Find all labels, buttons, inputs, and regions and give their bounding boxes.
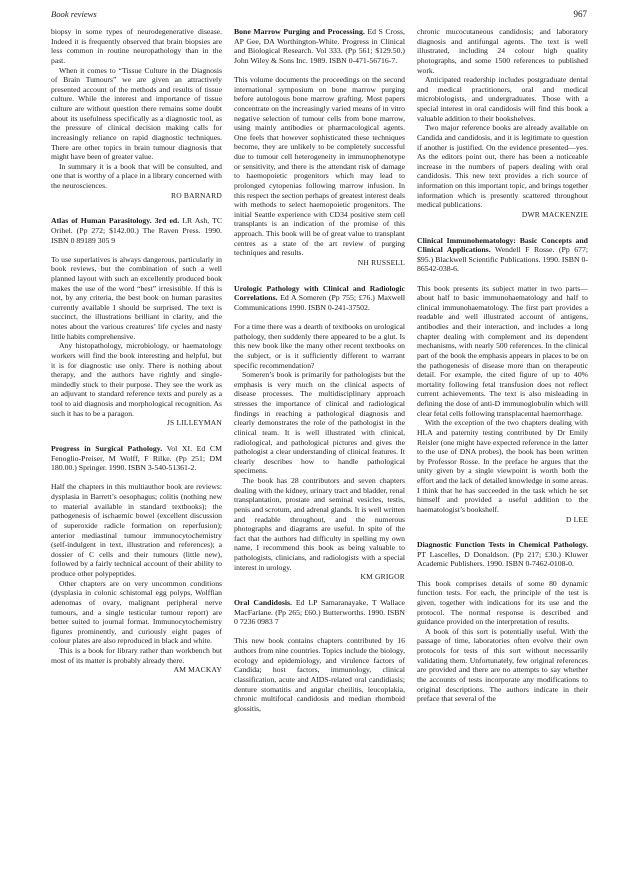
paragraph: Any histopathology, microbiology, or haematology workers will find the book interesting and helpful, but it is for diagnostic use only. There is nothing about therapy, and the authors have rightly and single-mindedly stuck to their purpose. They see the work as an adjuvant to standard reference texts and purely as a tool to aid diagnosis and morphological recognition. As such it has to be a paragon.: [51, 341, 222, 418]
reviewer-signature: AM MACKAY: [173, 665, 222, 675]
column-middle: [234, 27, 405, 713]
paragraph: chronic mucocutaneous candidosis; and laboratory diagnosis and antifungal agents. The text is well illustrated, including 24 colour high quality photographs, and some 1500 references to published work.: [417, 27, 588, 75]
reviewer-signature: KM GRIGOR: [360, 572, 405, 582]
book-title: Bone Marrow Purging and Processing.: [234, 27, 365, 36]
book-title: Atlas of Human Parasitology. 3rd ed.: [51, 216, 180, 226]
book-details: PT Lascelles, D Donaldson. (Pp 217; £30.) Kluwer Academic Publishers. 1990. ISBN 0-7462-0108-0.: [417, 549, 588, 569]
review-heading: [417, 540, 588, 569]
paragraph: Two major reference books are already available on Candida and candidosis, and it is legitimate to question if another is justified. On the evidence presented—yes. As the editors point out, there has been a noticeable increase in the numbers of papers dealing with oral candidosis. This new text provides a rich source of information on this important topic, and brings together information which is presently scattered throughout medical publications.: [417, 123, 588, 210]
paragraph: This is a book for library rather than workbench but most of its matter is probably already there.: [51, 646, 222, 665]
paragraph: With the exception of the two chapters dealing with HLA and paternity testing contributed by Dr Emily Reisler (one might have expected reference in the latter to the use of DNA probes), the book has been written by Professor Rosse. In the preface he argues that the unity given by a single viewpoint is worth both the effort and the lack of detailed knowledge in some areas. I think that he has succeeded in the task which he set himself and provided a useful addition to the haematologist’s bookshelf.: [417, 418, 588, 514]
book-details: Wendell F Rosse. (Pp 677; $95.) Blackwell Scientific Publications. 1990. ISBN 0-86542-038-6.: [417, 245, 588, 274]
reviewer-signature: RO BARNARD: [171, 190, 222, 200]
book-title: Urologic Pathology with Clinical and Radiologic Correlations.: [234, 283, 405, 303]
paragraph: biopsy in some types of neurodegenerative disease. Indeed it is frequently observed that brain biopsies are less common in routine neuropathology than in the past.: [51, 27, 222, 65]
reviewer-signature: JS LILLEYMAN: [166, 418, 222, 428]
paragraph: To use superlatives is always dangerous, particularly in book reviews, but the combination of such a well planned layout with such an excellently produced book makes the use of the word “best” irresistible. If this is not, by any criteria, the best book on human parasites currently available I should be surprised. The text is succinct, the illustrations brilliant in clarity, and the notes about the various creatures’ life cycles and nasty little habits comprehensive.: [51, 254, 222, 341]
paragraph: This book presents its subject matter in two parts—about half to basic immunohaematology and half to clinical immunohaematology. The first part provides a readable and well illustrated account of antigens, antibodies and their interaction, and includes a long chapter dealing with complement and its dependent mechanisms, with nearly 500 references. In the clinical part of the book the emphasis appears in places to be on the pathogenesis of disease more than on therapeutic detail. For example, the cited figure of up to 40% mortality following fetal transfusion does not reflect current achievements. The text is also misleading in defining the dose of anti-D immunoglobulin which will clear fetal cells following transplacental haemorrhage.: [417, 283, 588, 418]
paragraph: For a time there was a dearth of textbooks on urological pathology, then suddenly there appeared to be a glut. Is this new book like the many other recent textbooks on the subject, or is it sufficiently different to warrant specific recommendation?: [234, 322, 406, 370]
reviewer-signature: D LEE: [565, 514, 588, 524]
book-details: Ed S Cross, AP Gee, DA Worthington-White. Progress in Clinical and Biological Research. Vol 333. (Pp 561; $129.50.) John Wiley & Sons Inc. 1989. ISBN 0-471-56716-7.: [234, 27, 405, 65]
review-heading: [234, 27, 405, 66]
book-title: Progress in Surgical Pathology.: [51, 443, 163, 453]
review-heading: [51, 216, 222, 245]
column-right: [417, 27, 588, 704]
reviewer-signature: NH RUSSELL: [357, 257, 405, 267]
paragraph: Other chapters are on very uncommon conditions (dysplasia in colonic schistomal egg polyps, Wolffian adenomas of ovary, malignant peripheral nerve tumours, and a single testicular tumour report) are better suited to journal format. Immunocytochemistry figures prominently, and curiously eight pages of colour plates are also reproduced in black and white.: [51, 578, 222, 646]
book-title: Oral Candidosis.: [234, 597, 292, 607]
book-title: Diagnostic Function Tests in Chemical Pathology.: [417, 540, 588, 550]
paragraph: The book has 28 contributors and seven chapters dealing with the kidney, urinary tract and bladder, renal transplantation, prostate and seminal vesicles, testis, penis and scrotum, and adrenal glands. It is well written and readable throughout, and the numerous photographs and diagrams are useful. In spite of the fact that the authors had difficulty in spelling my own name, I recommend this book as being valuable to pathologists, clinicians, and radiologists with a special interest in urology.: [234, 476, 405, 572]
paragraph: Half the chapters in this multiauthor book are reviews: dysplasia in Barrett’s oesophagus; colitis (nothing new to material available in standard textbooks); the pathogenesis of ischaemic bowel (excellent discussion of superoxide radicle formation on reperfusion); anterior mediastinal tumour immunocytochemistry (self-indulgent in text, illustration and references); a dossier of C cells and their tumours (little new), followed by a fairly technical account of their ability to produce other polypeptides.: [51, 482, 222, 579]
paragraph: Someren’s book is primarily for pathologists but the emphasis is very much on the clinical aspects of disease processes. The multidisciplinary approach stresses the importance of clinical and radiological findings in reaching a pathological diagnosis and clearly demonstrates the role of the pathologist in the clinical team. It is well illustrated with clinical, radiological, and pathological pictures and gives the pathologist a clear understanding of clinical features. It clearly describes how to handle pathological specimens.: [234, 370, 405, 476]
page-header: [51, 9, 587, 23]
paragraph: This book comprises details of some 80 dynamic function tests. For each, the principle of the test is given, together with indications for its use and the protocol. The normal response is described and guidance provided on the interpretation of results.: [417, 578, 588, 627]
review-heading: [234, 284, 405, 313]
book-details: Vol XI. Ed CM Fenoglio-Preiser, M Wolff, F Rilke. (Pp 251; DM 180.00.) Springer. 1990. ISBN 3-540-51361-2.: [51, 443, 222, 473]
book-title: Clinical Immunohematology: Basic Concepts and Clinical Applications.: [417, 235, 588, 255]
paragraph: This new book contains chapters contributed by 16 authors from nine countries. Topics include the biology, ecology and epidemiology, and virulence factors of Candida; host factors, immunology, clinical classification, acute and AIDS-related oral candidiasis; denture stomatitis and angular cheilitis, leucoplakia, chronic multifocal candidosis and median rhomboid glossitis,: [234, 636, 405, 713]
paragraph: Anticipated readership includes postgraduate dental and medical practitioners, oral and medical microbiologists, and undergraduates. Those with a special interest in oral candidosis will find this book a valuable addition to their bookshelves.: [417, 75, 588, 123]
book-details: Ed LP Samaranayake, T Wallace MacFarlane. (Pp 265; £60.) Butterworths. 1990. ISBN 0 7236 0983 7: [234, 597, 405, 627]
paragraph: When it comes to “Tissue Culture in the Diagnosis of Brain Tumours” we are given an attractively presented account of the methods and results of tissue culture. While the interest and importance of tissue culture are without question there remains some doubt about its usefulness specifically as a diagnostic tool, as the pressure of clinical decision making calls for increasingly reliance on rapid diagnostic techniques. There are other topics in brain tumour diagnosis that might have been of greater value.: [51, 65, 222, 162]
section-title: Book reviews: [51, 9, 97, 19]
review-heading: [417, 236, 588, 275]
book-details: Ed A Someren (Pp 755; £76.) Maxwell Communications 1990. ISBN 0-241-37502.: [234, 293, 405, 312]
review-heading: [51, 444, 222, 473]
page-number: 967: [573, 9, 587, 19]
paragraph: This volume documents the proceedings on the second international symposium on bone marrow purging before autologous bone marrow grafting. Most papers concentrate on the increasingly varied means of in vitro negative selection of tumour cells from bone marrow, using mainly antibodies or pharmacological agents. One feels that however sophisticated these techniques become, they are unlikely to be completely successful due to tumour cell heterogeneity in immunophenotype or sensitivity, and there is the attendant risk of damage to haemopoietic progenitors which may lead to prolonged cytopenias following marrow infusion. In this respect the section perhaps of greatest interest deals with methods to select haemopoietic progenitors. The initial Seattle experience with CD34 positive stem cell transplants is an indication of the promise of this approach. This book will be of great value to transplant centres as a state of the art review of purging techniques and results.: [234, 75, 406, 258]
reviewer-signature: DWR MACKENZIE: [521, 209, 588, 219]
review-heading: [234, 598, 405, 627]
paragraph: In summary it is a book that will be consulted, and one that is worthy of a place in a library concerned with the neurosciences.: [51, 161, 222, 190]
paragraph: A book of this sort is potentially useful. With the passage of time, laboratories often evolve their own protocols for tests of this sort without necessarily validating them. Unfortunately, few original references are provided and there are no attempts to say whether the accounts of tests incorporate any modifications to original descriptions. The authors indicate in their preface that several of the: [417, 626, 588, 704]
book-details: LR Ash, TC Orihel. (Pp 272; $142.00.) The Raven Press. 1990. ISBN 0 89189 305 9: [51, 216, 222, 245]
column-left: [51, 27, 222, 675]
